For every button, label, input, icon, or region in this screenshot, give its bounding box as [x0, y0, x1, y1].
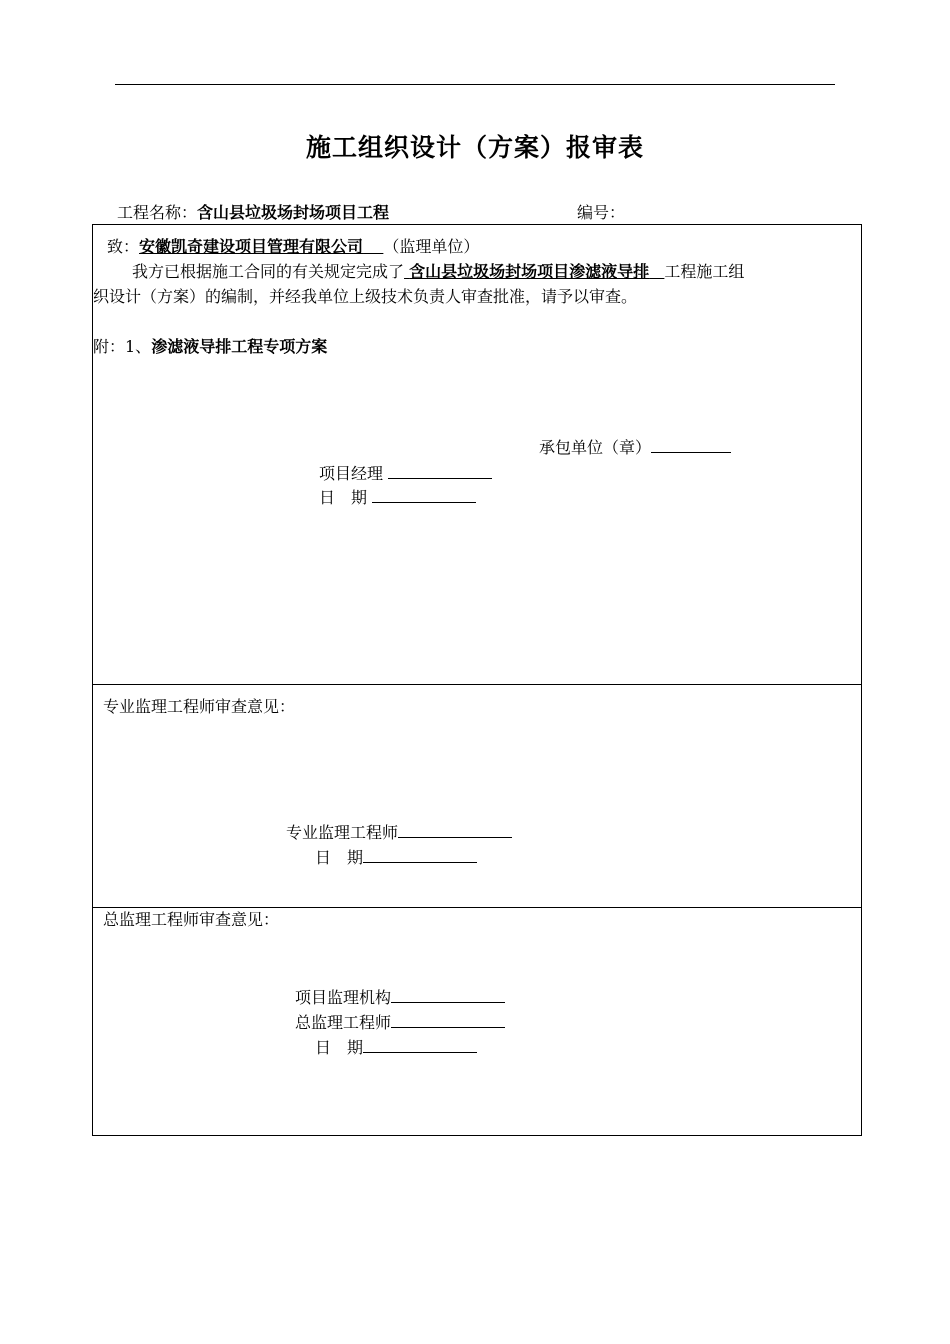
org-label: 项目监理机构 [295, 988, 392, 1007]
engineer-line [286, 821, 512, 843]
chief-review-section [93, 907, 861, 1135]
manager-label: 项目经理 [319, 464, 384, 483]
engineer-date-line [315, 846, 477, 868]
project-underline-tail [649, 262, 664, 281]
project-line [117, 200, 389, 223]
statement-suffix: 工程施工组 [664, 262, 745, 281]
engineer-label: 专业监理工程师 [286, 823, 399, 842]
statement-prefix: 我方已根据施工合同的有关规定完成了 [132, 262, 405, 281]
contractor-section [93, 225, 861, 684]
org-line [295, 986, 505, 1008]
supervisor-company: 安徽凯奇建设项目管理有限公司 [139, 237, 364, 256]
date-label: 日 期 [319, 488, 368, 507]
statement-line-2: 织设计（方案）的编制，并经我单位上级技术负责人审查批准，请予以审查。 [93, 287, 638, 306]
chief-review-heading: 总监理工程师审查意见： [103, 910, 280, 929]
manager-line [319, 462, 492, 484]
approval-form [92, 224, 862, 1136]
engineer-review-heading: 专业监理工程师审查意见： [103, 697, 296, 716]
attachment-item: 渗滤液导排工程专项方案 [151, 337, 328, 356]
chief-date-blank[interactable] [363, 1036, 477, 1053]
attachment-label: 附：1、 [93, 337, 152, 356]
contractor-seal-blank[interactable] [651, 436, 731, 453]
statement-line-1 [132, 262, 744, 282]
engineer-date-blank[interactable] [363, 846, 477, 863]
document-title: 施工组织设计（方案）报审表 [305, 133, 644, 162]
contractor-label: 承包单位（章） [539, 438, 652, 457]
org-signature-blank[interactable] [391, 986, 505, 1003]
manager-signature-blank[interactable] [388, 462, 492, 479]
company-underline-tail [363, 237, 383, 256]
chief-signature-blank[interactable] [391, 1011, 505, 1028]
contractor-date-blank[interactable] [372, 486, 476, 503]
chief-date-line [315, 1036, 477, 1058]
header-rule [115, 84, 835, 85]
number-label: 编号： [577, 203, 626, 222]
statement-project: 含山县垃圾场封场项目渗滤液导排 [409, 262, 650, 281]
attachment-line [93, 337, 327, 357]
date-label: 日 期 [315, 848, 364, 867]
project-label: 工程名称： [117, 203, 198, 222]
contractor-date-line [319, 486, 476, 508]
engineer-signature-blank[interactable] [398, 821, 512, 838]
project-name: 含山县垃圾场封场项目工程 [197, 203, 390, 222]
chief-label: 总监理工程师 [295, 1013, 392, 1032]
date-label: 日 期 [315, 1038, 364, 1057]
recipient-line [107, 237, 479, 257]
to-label: 致： [107, 237, 140, 256]
contractor-seal-line [539, 436, 731, 458]
engineer-review-section [93, 684, 861, 907]
chief-line [295, 1011, 505, 1033]
supervisor-unit-label: （监理单位） [383, 237, 480, 256]
